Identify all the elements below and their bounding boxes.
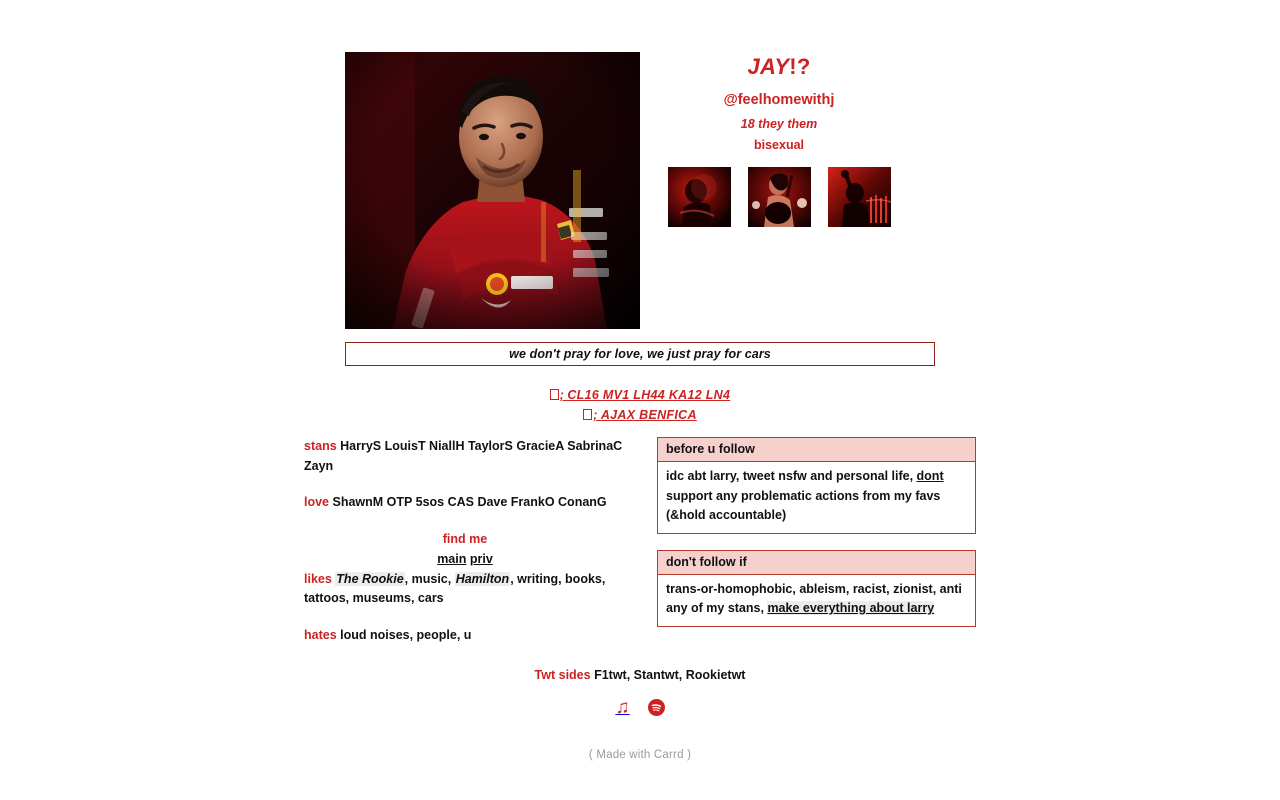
card-before-u-follow <box>657 437 976 534</box>
field-label-love: love <box>304 495 330 509</box>
social-links <box>0 698 1280 717</box>
card-dont-follow-if <box>657 550 976 627</box>
find-me-block <box>304 530 634 570</box>
card-0-text-after: support any problematic actions from my favs (&hold accountable) <box>666 488 941 522</box>
field-label-stans: stans <box>304 439 337 453</box>
field-likes-title-1: The Rookie <box>336 571 404 586</box>
card-0-text-underlined: dont <box>916 469 944 483</box>
field-hates <box>304 626 634 646</box>
spotify-icon[interactable] <box>648 699 665 716</box>
field-label-likes: likes <box>304 571 332 586</box>
made-with-carrd: ( Made with Carrd ) <box>588 749 692 761</box>
thumbnail-gallery <box>640 167 918 227</box>
card-body-dont-follow-if <box>658 575 975 626</box>
twt-sides-line <box>0 666 1280 684</box>
card-0-text-before: idc abt larry, tweet nsfw and personal life, <box>666 469 917 483</box>
field-value-hates: loud noises, people, u <box>340 627 472 642</box>
find-me-label: find me <box>442 531 488 546</box>
field-likes <box>304 570 634 609</box>
find-me-link-main[interactable]: main <box>437 552 467 566</box>
field-value-stans: HarryS LouisT NiallH TaylorS GracieA SabrinaC Zayn <box>304 439 623 473</box>
field-label-hates: hates <box>304 627 337 642</box>
quote-banner <box>345 342 935 366</box>
link-separator-1: ; <box>559 388 568 402</box>
info-column-left <box>304 437 634 645</box>
hero-photo[interactable] <box>345 52 640 329</box>
favourites-links <box>0 385 1280 425</box>
field-value-love: ShawnM OTP 5sos CAS Dave FrankO ConanG <box>332 495 607 509</box>
field-love <box>304 493 634 513</box>
link-line-1 <box>0 385 1280 405</box>
card-body-before-u-follow <box>658 462 975 533</box>
twt-sides-label: Twt sides <box>534 668 591 682</box>
link-line-2 <box>0 405 1280 425</box>
field-stans <box>304 437 634 476</box>
profile-name-suffix: !? <box>789 54 811 79</box>
info-column-right <box>657 437 976 627</box>
link-football-clubs[interactable]: AJAX BENFICA <box>600 408 697 422</box>
field-likes-part-3: , writing, books, tattoos, museums, cars <box>304 571 606 605</box>
find-me-link-priv[interactable]: priv <box>469 552 493 566</box>
thumbnail-1[interactable] <box>668 167 731 227</box>
profile-pronouns: 18 they them <box>740 116 818 131</box>
profile-name-primary: JAY <box>747 54 790 79</box>
page-title <box>640 55 918 79</box>
missing-glyph-box-icon <box>550 389 559 400</box>
music-note-icon[interactable] <box>615 698 629 717</box>
profile-header <box>640 52 918 153</box>
link-f1-drivers[interactable]: CL16 MV1 LH44 KA12 LN4 <box>567 388 731 402</box>
missing-glyph-box-icon <box>583 409 592 420</box>
field-likes-part-2: , music, <box>404 571 455 586</box>
card-1-text-underlined: make everything about larry <box>767 601 935 615</box>
find-me-links <box>304 550 626 570</box>
thumbnail-3[interactable] <box>828 167 891 227</box>
card-title-before-u-follow: before u follow <box>658 438 975 462</box>
field-likes-title-2: Hamilton <box>455 571 510 586</box>
quote-text: we don't pray for love, we just pray for cars <box>509 347 771 361</box>
thumbnail-2[interactable] <box>748 167 811 227</box>
card-title-dont-follow-if: don't follow if <box>658 551 975 575</box>
twt-sides-value: F1twt, Stantwt, Rookietwt <box>594 668 746 682</box>
profile-handle: @feelhomewithj <box>723 92 835 109</box>
card-1-text-before: trans-or-homophobic, ableism, racist, zionist, anti any of my stans, <box>666 581 962 615</box>
link-separator-2: ; <box>593 408 601 422</box>
music-note-glyph: ♫ <box>615 697 630 718</box>
profile-orientation: bisexual <box>753 137 805 152</box>
